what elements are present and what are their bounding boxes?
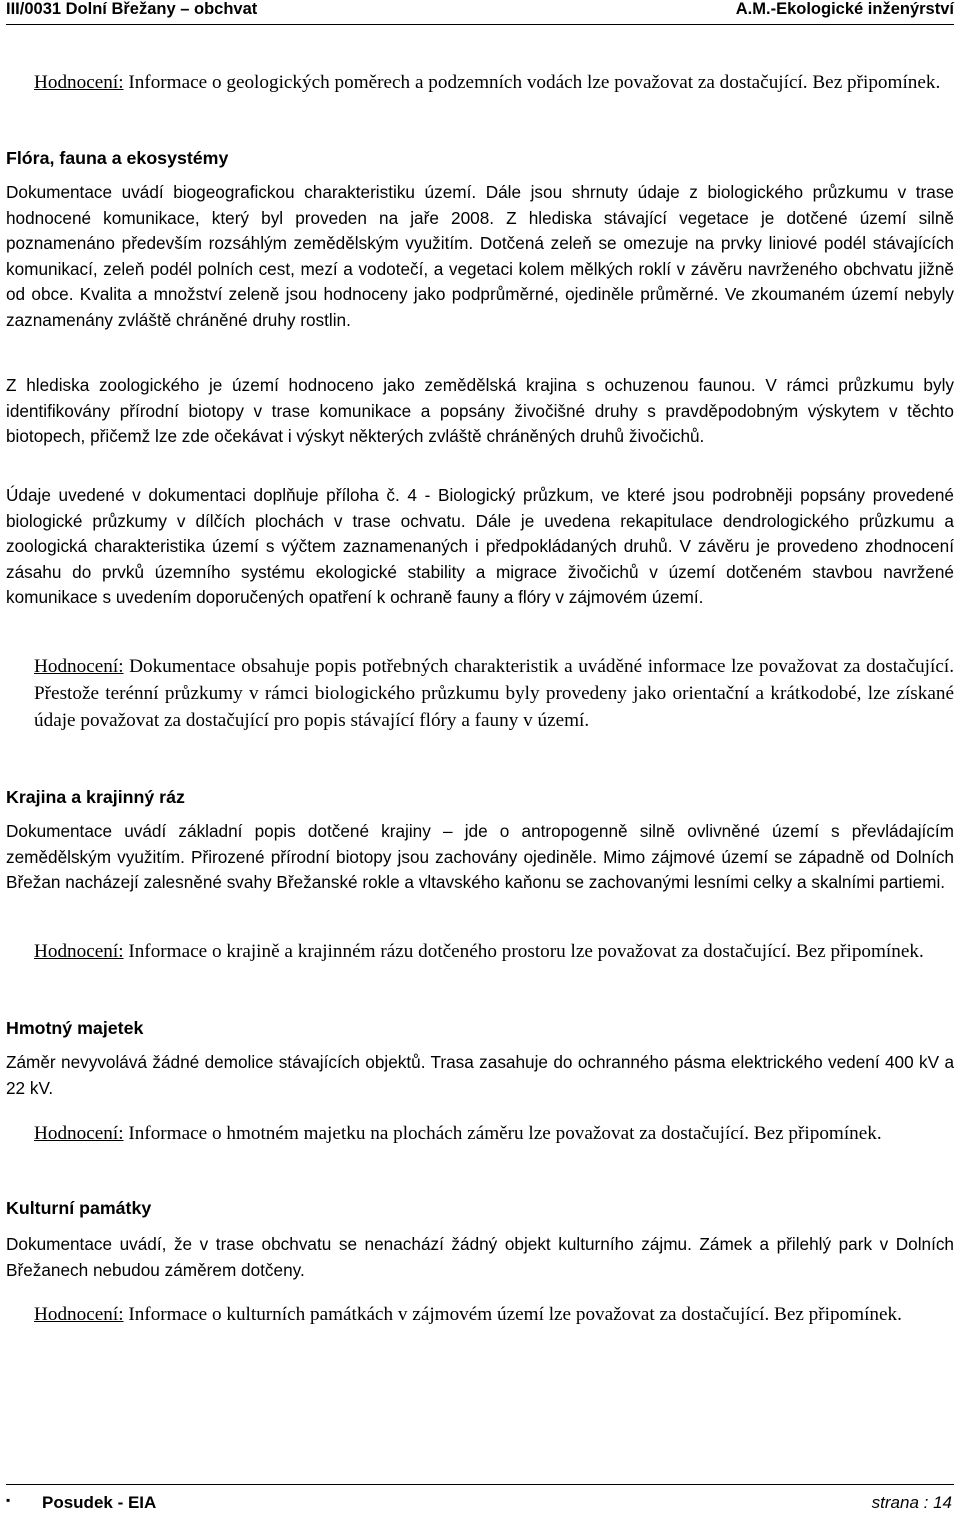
heading-monuments: Kulturní památky xyxy=(6,1198,152,1218)
header-project-title: III/0031 Dolní Břežany – obchvat xyxy=(6,0,258,18)
evaluation-monuments xyxy=(34,1301,954,1328)
header-author: A.M.-Ekologické inženýrství xyxy=(735,0,954,18)
heading-flora-fauna: Flóra, fauna a ekosystémy xyxy=(6,148,229,168)
footer-page-number: strana : 14 xyxy=(871,1493,952,1512)
paragraph-biological-survey: Údaje uvedené v dokumentaci doplňuje příloha č. 4 - Biologický průzkum, ve které jsou podrobněji popsány provedené biologické průzkumy v dílčích plochách v trase ochvatu. Dále je uvedena rekapitulace dendrologického průzkumu a zoologická charakteristika území s výčtem zaznamenaných i předpokládaných druhů. V závěru je provedeno zhodnocení zásahu do prvků územního systému ekologické stability a migrace živočichů v území dotčeném stavbou navržené komunikace s uvedením doporučených opatření k ochraně fauny a flóry v zájmovém území. xyxy=(6,485,954,608)
evaluation-label: Hodnocení: xyxy=(34,656,124,677)
bullet-icon: ▪ xyxy=(6,1493,11,1507)
evaluation-label: Hodnocení: xyxy=(34,1123,124,1144)
evaluation-text: Informace o geologických poměrech a podzemních vodách lze považovat za dostačující. Bez připomínek. xyxy=(123,72,941,93)
evaluation-label: Hodnocení: xyxy=(34,72,124,93)
evaluation-text: Informace o hmotném majetku na plochách záměru lze považovat za dostačující. Bez připomínek. xyxy=(123,1123,882,1144)
heading-landscape: Krajina a krajinný ráz xyxy=(6,787,185,807)
paragraph-landscape: Dokumentace uvádí základní popis dotčené krajiny – jde o antropogenně silně ovlivněné území s převládajícím zemědělským využitím. Přirozené přírodní biotopy jsou zachovány ojediněle. Mimo zájmové území se západně od Dolních Břežan nacházejí zalesněné svahy Břežanské rokle a vltavského kaňonu se zachovanými lesními celky a skalními partiemi. xyxy=(6,821,954,893)
evaluation-label: Hodnocení: xyxy=(34,1304,124,1325)
evaluation-label: Hodnocení: xyxy=(34,941,124,962)
paragraph-flora-description: Dokumentace uvádí biogeografickou charakteristiku území. Dále jsou shrnuty údaje z biologického průzkumu v trase hodnocené komunikace, který byl proveden na jaře 2008. Z hlediska stávající vegetace je dotčené území silně poznamenáno především rozsáhlým zemědělským využitím. Dotčená zeleň se omezuje na prvky liniové podél stávajících komunikací, zeleň podél polních cest, mezí a vodotečí, a vegetaci kolem mělkých roklí v závěru navrženého obchvatu jižně od obce. Kvalita a množství zeleně jsou hodnoceny jako podprůměrné, ojediněle průměrné. Ve zkoumaném území nebyly zaznamenány zvláště chráněné druhy rostlin. xyxy=(6,182,954,330)
paragraph-monuments: Dokumentace uvádí, že v trase obchvatu se nenachází žádný objekt kulturního zájmu. Zámek a přilehlý park v Dolních Břežanech nebudou záměrem dotčeny. xyxy=(6,1234,954,1280)
evaluation-text: Dokumentace obsahuje popis potřebných charakteristik a uváděné informace lze považovat za dostačující. Přestože terénní průzkumy v rámci biologického průzkumu byly provedeny jako orientační a krátkodobé, lze získané údaje považovat za dostačující pro popis stávající flóry a fauny v území. xyxy=(34,656,954,731)
evaluation-geology xyxy=(34,69,954,96)
page-header xyxy=(6,0,954,25)
evaluation-flora-fauna xyxy=(34,653,954,734)
footer-document-type: Posudek - EIA xyxy=(42,1493,157,1512)
evaluation-text: Informace o krajině a krajinném rázu dotčeného prostoru lze považovat za dostačující. Bez připomínek. xyxy=(123,941,924,962)
evaluation-property xyxy=(34,1120,954,1147)
heading-property: Hmotný majetek xyxy=(6,1018,144,1038)
page-footer xyxy=(6,1484,954,1513)
evaluation-landscape xyxy=(34,938,954,965)
evaluation-text: Informace o kulturních památkách v zájmovém území lze považovat za dostačující. Bez připomínek. xyxy=(123,1304,902,1325)
paragraph-zoology: Z hlediska zoologického je území hodnoceno jako zemědělská krajina s ochuzenou faunou. V rámci průzkumu byly identifikovány přírodní biotopy v trase komunikace a popsány živočišné druhy s pravděpodobným výskytem v těchto biotopech, přičemž lze zde očekávat i výskyt některých zvláště chráněných druhů živočichů. xyxy=(6,375,954,447)
paragraph-property: Záměr nevyvolává žádné demolice stávajících objektů. Trasa zasahuje do ochranného pásma elektrického vedení 400 kV a 22 kV. xyxy=(6,1052,954,1098)
